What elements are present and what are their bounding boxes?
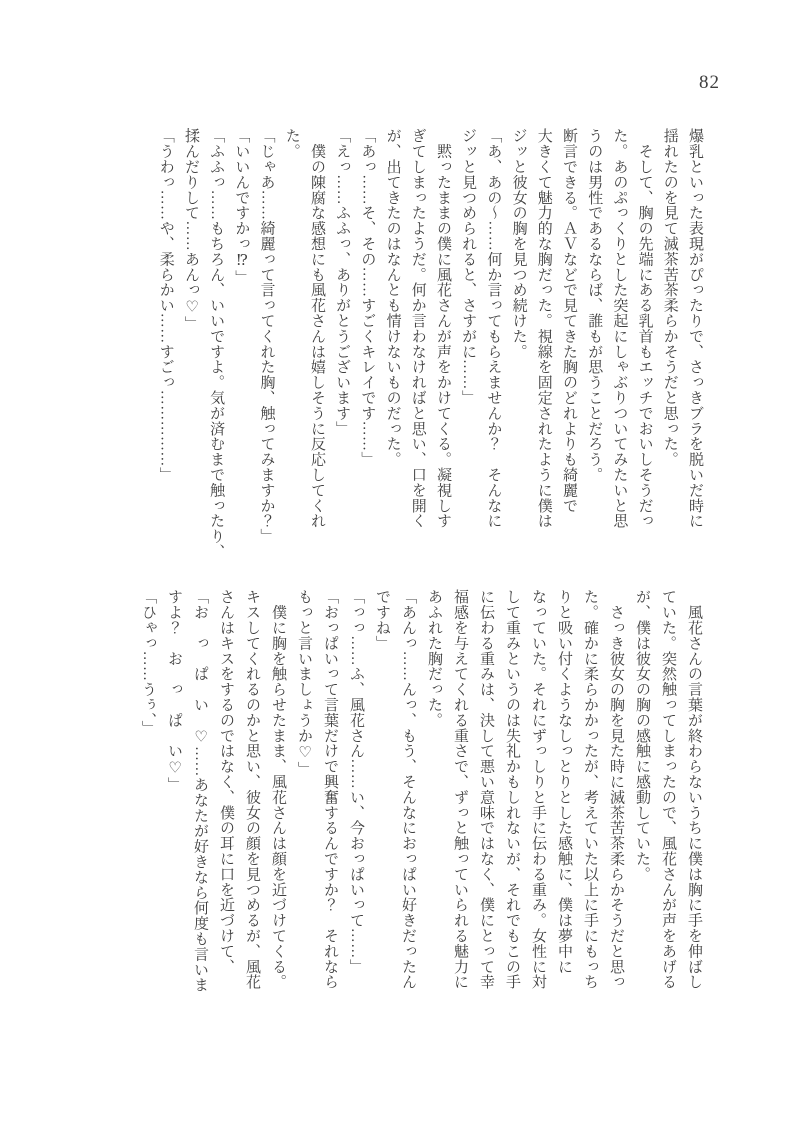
text-line: 黙ったままの僕に風花さんが声をかけてくる。凝視しす bbox=[434, 128, 451, 529]
text-line: りと吸い付くようなしっとりとした感触に、僕は夢中に bbox=[556, 589, 572, 974]
text-line: 「あんっ……んっ、もう、そんなにおっぱい好きだったん bbox=[400, 589, 416, 990]
text-line: 「あ、あの～……何か言ってもらえませんか？ そんなに bbox=[485, 128, 502, 529]
text-line: すよ？ お っ ぱ い♡」 bbox=[166, 589, 182, 793]
text-line: が、僕は彼女の胸の感触に感動していた。 bbox=[634, 589, 650, 882]
text-line: 「ひゃっ……うぅ、」 bbox=[140, 589, 156, 736]
text-line: 揺れたのを見て滅茶苦茶柔らかそうだと思った。 bbox=[661, 128, 678, 467]
text-line: 「ふふっ……もちろん、いいですよ。気が済むまで触ったり、 bbox=[208, 128, 225, 560]
text-line: 僕に胸を触らせたまま、風花さんは顔を近づけてくる。 bbox=[270, 589, 286, 990]
text-line: うのは男性であるならば、誰もが思うことだろう。 bbox=[586, 128, 603, 483]
text-line: 「えっ……ふふっ、ありがとうございます」 bbox=[334, 128, 351, 436]
text-line: なっていた。それにずっしりと手に伝わる重み。女性に対 bbox=[530, 589, 546, 990]
text-line: 風花さんの言葉が終わらないうちに僕は胸に手を伸ばし bbox=[686, 589, 702, 990]
text-line: ぎてしまったようだ。何か言わなければと思い、口を開く bbox=[409, 128, 426, 529]
text-line: あふれた胸だった。 bbox=[426, 589, 442, 728]
text-line: た。確かに柔らかかったが、考えていた以上に手にもっち bbox=[582, 589, 598, 990]
text-block-top bbox=[153, 128, 707, 560]
text-line: さんはキスをするのではなく、僕の耳に口を近づけて、 bbox=[218, 589, 234, 974]
text-line: 福感を与えてくれる重さで、ずっと触っていられる魅力に bbox=[452, 589, 468, 990]
text-line: 「あっ……そ、その……すごくキレイです……」 bbox=[359, 128, 376, 467]
text-line: 「うわっ……や、柔らかい……すごっ……………」 bbox=[157, 128, 174, 483]
text-line: 「じゃあ……綺麗って言ってくれた胸、触ってみますか？」 bbox=[258, 128, 275, 544]
text-line: た。あのぷっくりとした突起にしゃぶりついてみたいと思 bbox=[611, 128, 628, 529]
text-line: 揉んだりして……あんっ♡」 bbox=[182, 128, 199, 332]
text-line: が、出てきたのはなんとも情けないものだった。 bbox=[384, 128, 401, 467]
page-number: 82 bbox=[699, 72, 720, 93]
text-line: に伝わる重みは、決して悪い意味ではなく、僕にとって幸 bbox=[478, 589, 494, 990]
text-line: キスしてくれるのかと思い、彼女の顔を見つめるが、風花 bbox=[244, 589, 260, 990]
text-line: ジッと見つめられると、さすがに……」 bbox=[460, 128, 477, 406]
text-line: 僕の陳腐な感想にも風花さんは嬉しそうに反応してくれ bbox=[308, 128, 325, 529]
text-line: さっき彼女の胸を見た時に滅茶苦茶柔らかそうだと思っ bbox=[608, 589, 624, 990]
text-line: 大きくて魅力的な胸だった。視線を固定されたように僕は bbox=[535, 128, 552, 529]
text-line: 「っっ……ふ、風花さん……い、今おっぱいって……」 bbox=[348, 589, 364, 974]
text-block-bottom bbox=[135, 589, 707, 997]
text-line: 「おっぱいって言葉だけで興奮するんですか？ それなら bbox=[322, 589, 338, 990]
text-line: ですね」 bbox=[374, 589, 390, 651]
text-line: もっと言いましょうか♡」 bbox=[296, 589, 312, 777]
text-line: ていた。突然触ってしまったので、風花さんが声をあげる bbox=[660, 589, 676, 990]
text-line: た。 bbox=[283, 128, 300, 159]
text-line: 「いいんですかっ⁉」 bbox=[233, 128, 250, 285]
text-line: ジッと彼女の胸を見つめ続けた。 bbox=[510, 128, 527, 359]
text-line: 「お っ ぱ い ♡……あなたが好きなら何度も言いま bbox=[192, 589, 208, 993]
text-line: 断言できる。ＡＶなどで見てきた胸のどれよりも綺麗で bbox=[560, 128, 577, 513]
text-line: 爆乳といった表現がぴったりで、さっきブラを脱いだ時に bbox=[687, 128, 703, 529]
text-line: して重みというのは失礼かもしれないが、それでもこの手 bbox=[504, 589, 520, 990]
text-line: そして、胸の先端にある乳首もエッチでおいしそうだっ bbox=[636, 128, 653, 529]
